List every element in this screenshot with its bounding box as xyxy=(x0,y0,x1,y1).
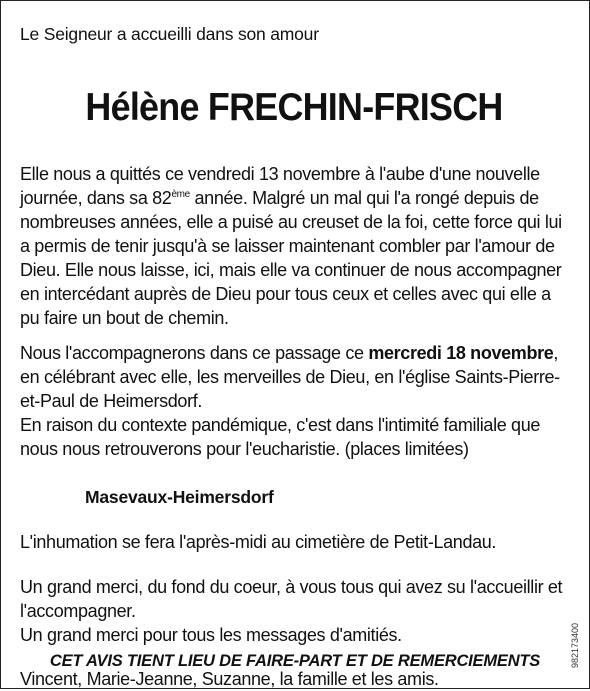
burial-info: L'inhumation se fera l'après-midi au cimetière de Petit-Landau. xyxy=(20,532,497,552)
paragraph-passing-rest: année. Malgré un mal qui l'a rongé depuis de nombreuses années, elle a puisé au creuset de la foi, cette force qui lui a permis de tenir jusqu'à se laisser maintenant combler par l'amour de Dieu. Elle nous laisse, ici, mais elle va continuer de nous accompagner en intercédant auprès de Dieu pour tous ceux et celles avec qui elle a pu faire un bout de chemin. xyxy=(20,188,562,328)
ceremony-text-rest: , en célébrant avec elle, les merveilles de Dieu, en l'église Saints-Pierre-et-Paul de Heimersdorf. xyxy=(20,343,560,411)
ceremony-date: mercredi 18 novembre xyxy=(368,343,554,363)
place-name: Masevaux-Heimersdorf xyxy=(85,487,274,507)
paragraph-passing-start: Elle nous a quittés ce vendredi 13 novembre à l'aube d'une nouvelle journée, dans sa 82 xyxy=(20,164,540,208)
reference-number: 982173400 xyxy=(570,622,580,668)
paragraph-ceremony xyxy=(20,341,568,461)
family-signature: Vincent, Marie-Jeanne, Suzanne, la famille et les amis. xyxy=(20,669,439,689)
deceased-name: Hélène FRECHIN-FRISCH xyxy=(85,86,503,129)
ordinal-suffix: ème xyxy=(171,189,190,200)
obituary-notice xyxy=(20,22,568,691)
pandemic-note: En raison du contexte pandémique, c'est dans l'intimité familiale que nous nous retrouverons pour l'eucharistie. (places limitées) xyxy=(20,415,541,459)
ceremony-text-start: Nous l'accompagnerons dans ce passage ce xyxy=(20,343,369,363)
paragraph-passing xyxy=(20,162,568,330)
thanks-paragraph xyxy=(20,575,568,647)
intro-line: Le Seigneur a accueilli dans son amour xyxy=(20,24,319,44)
thanks-line-1: Un grand merci, du fond du coeur, à vous tous qui avez su l'accueillir et l'accompagner. xyxy=(20,577,563,621)
thanks-line-2: Un grand merci pour tous les messages d'amitiés. xyxy=(20,625,402,645)
footer-notice: CET AVIS TIENT LIEU DE FAIRE-PART ET DE REMERCIEMENTS xyxy=(49,652,541,670)
